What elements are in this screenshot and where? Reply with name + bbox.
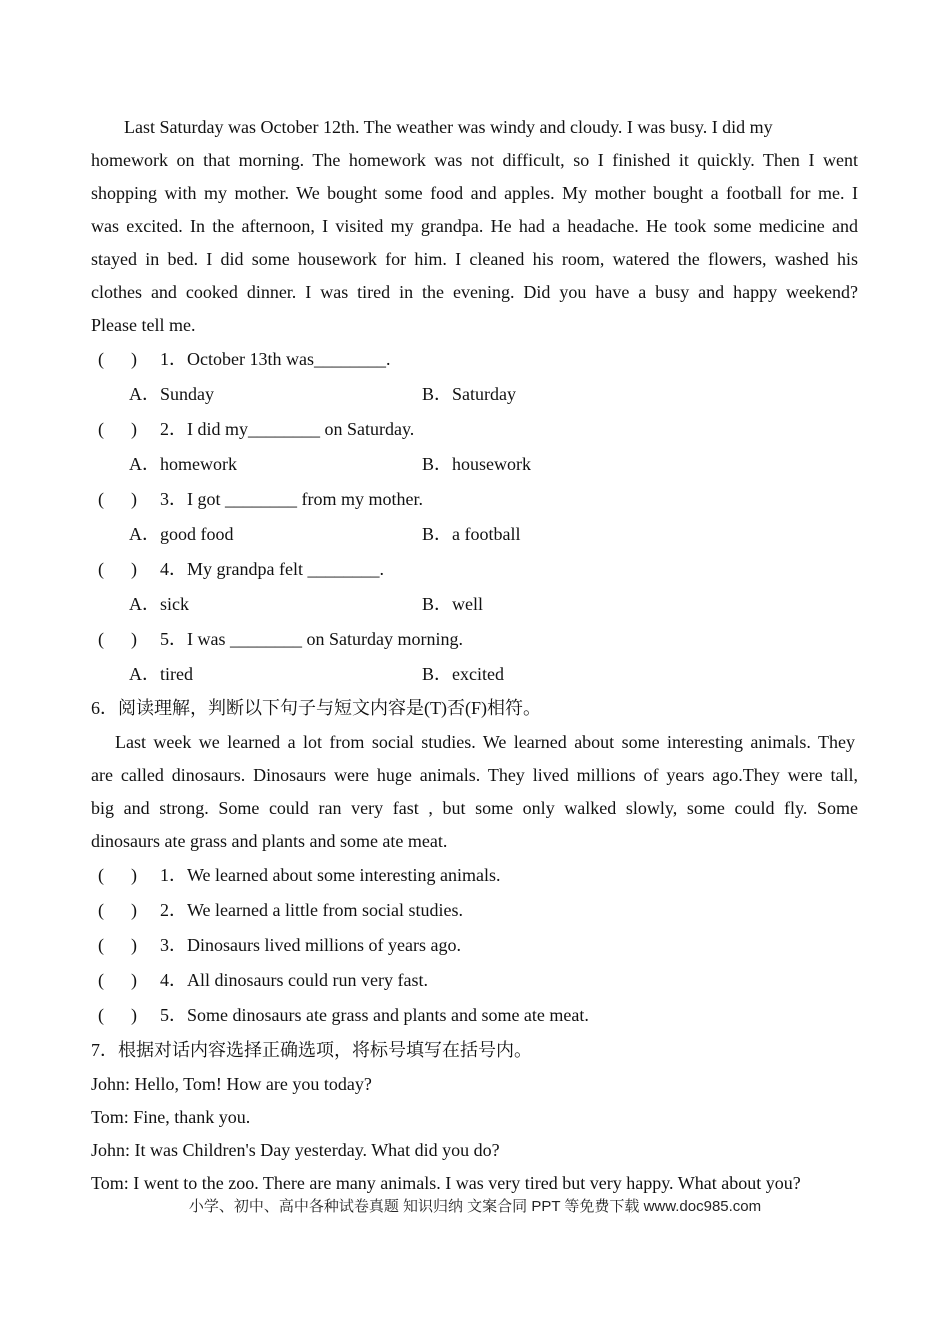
passage1-line: Please tell me. [91, 315, 196, 335]
answer-blank[interactable]: ( ) [98, 559, 137, 579]
answer-blank[interactable]: ( ) [98, 970, 137, 990]
dialogue-line: Tom: Fine, thank you. [91, 1107, 251, 1127]
question-text: 1．October 13th was________. [160, 349, 391, 369]
question-text: 5．I was ________ on Saturday morning. [160, 629, 463, 649]
statement-row [98, 933, 865, 957]
dialogue-line: John: It was Children's Day yesterday. What did you do? [91, 1140, 500, 1160]
passage1-line: shopping with my mother. We bought some food and apples. My mother bought a football for me. I [91, 183, 858, 203]
question-row [98, 487, 865, 511]
passage1-line: Last Saturday was October 12th. The weather was windy and cloudy. I was busy. I did my [124, 117, 773, 137]
option-a: A．homework [129, 454, 237, 474]
option-a: A．good food [129, 524, 234, 544]
question-row [98, 557, 865, 581]
statement-text: 5．Some dinosaurs ate grass and plants and some ate meat. [160, 1005, 589, 1025]
option-b: B．Saturday [422, 384, 516, 404]
section6-passage-line: dinosaurs ate grass and plants and some ate meat. [91, 831, 448, 851]
option-b: B．housework [422, 454, 531, 474]
question-text: 3．I got ________ from my mother. [160, 489, 423, 509]
dialogue-line: Tom: I went to the zoo. There are many animals. I was very tired but very happy. What about you? [91, 1173, 801, 1193]
answer-blank[interactable]: ( ) [98, 629, 137, 649]
section6-passage-line: are called dinosaurs. Dinosaurs were huge animals. They lived millions of years ago.They were tall, [91, 765, 858, 785]
footer-text: 小学、初中、高中各种试卷真题 知识归纳 文案合同 PPT 等免费下载 www.doc985.com [188, 1198, 762, 1215]
statement-row [98, 898, 865, 922]
answer-blank[interactable]: ( ) [98, 900, 137, 920]
answer-blank[interactable]: ( ) [98, 489, 137, 509]
passage1-line: stayed in bed. I did some housework for him. I cleaned his room, watered the flowers, washed his [91, 249, 858, 269]
answer-blank[interactable]: ( ) [98, 349, 137, 369]
option-a: A．Sunday [129, 384, 214, 404]
option-b: B．a football [422, 524, 521, 544]
option-b: B．excited [422, 664, 504, 684]
passage1-line: was excited. In the afternoon, I visited my grandpa. He had a headache. He took some medicine and [91, 216, 858, 236]
option-a: A．tired [129, 664, 193, 684]
statement-text: 1．We learned about some interesting animals. [160, 865, 501, 885]
statement-row [98, 1003, 865, 1027]
section6-heading: 6．阅读理解，判断以下句子与短文内容是(T)否(F)相符。 [91, 698, 541, 718]
statement-row [98, 863, 865, 887]
section7-heading: 7．根据对话内容选择正确选项，将标号填写在括号内。 [91, 1040, 532, 1060]
statement-text: 2．We learned a little from social studies. [160, 900, 463, 920]
passage1-line: homework on that morning. The homework was not difficult, so I finished it quickly. Then I went [91, 150, 858, 170]
option-b: B．well [422, 594, 483, 614]
option-a: A．sick [129, 594, 189, 614]
answer-blank[interactable]: ( ) [98, 935, 137, 955]
passage1-line: clothes and cooked dinner. I was tired in the evening. Did you have a busy and happy weekend? [91, 282, 858, 302]
statement-row [98, 968, 865, 992]
question-row [98, 347, 865, 371]
section6-passage-line: big and strong. Some could ran very fast , but some only walked slowly, some could fly. Some [91, 798, 858, 818]
question-text: 2．I did my________ on Saturday. [160, 419, 415, 439]
section6-passage-line: Last week we learned a lot from social studies. We learned about some interesting animals. They [115, 732, 855, 752]
question-row [98, 627, 865, 651]
statement-text: 3．Dinosaurs lived millions of years ago. [160, 935, 461, 955]
answer-blank[interactable]: ( ) [98, 419, 137, 439]
answer-blank[interactable]: ( ) [98, 1005, 137, 1025]
answer-blank[interactable]: ( ) [98, 865, 137, 885]
statement-text: 4．All dinosaurs could run very fast. [160, 970, 428, 990]
dialogue-line: John: Hello, Tom! How are you today? [91, 1074, 372, 1094]
question-row [98, 417, 865, 441]
question-text: 4．My grandpa felt ________. [160, 559, 384, 579]
